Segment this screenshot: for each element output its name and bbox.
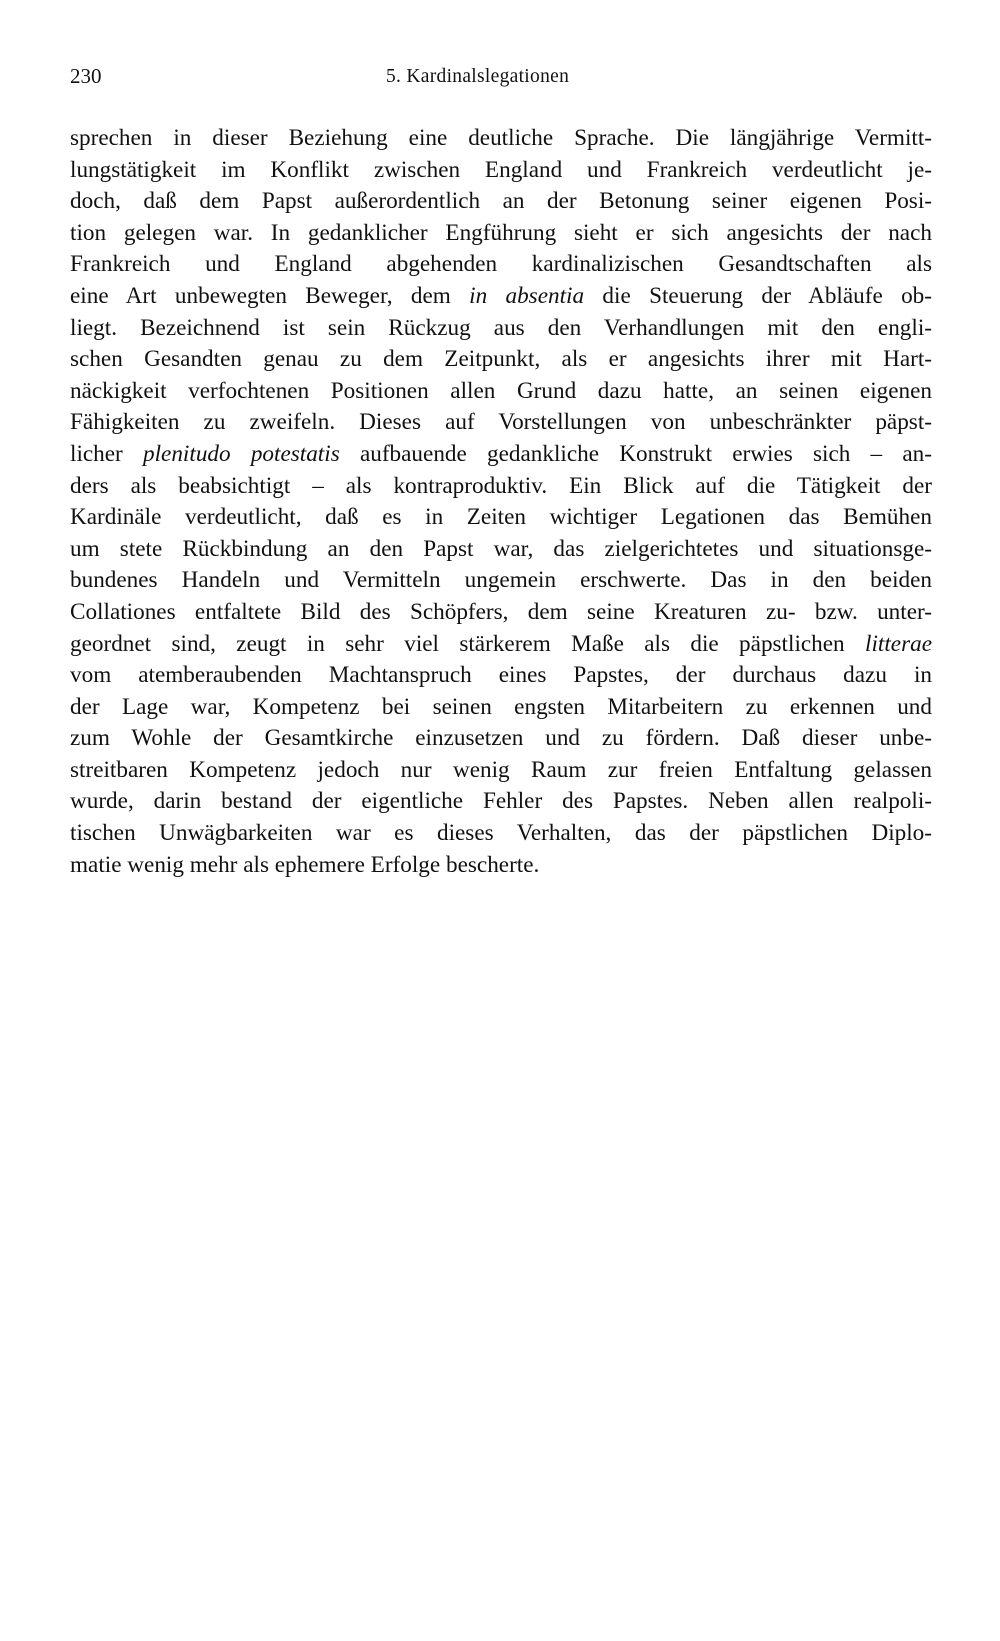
italic-term: in absentia	[469, 282, 585, 309]
text-line	[70, 344, 932, 376]
text-line	[70, 155, 932, 187]
text-run: aufbauende gedankliche Konstrukt erwies sich – an-	[339, 440, 932, 467]
text-run: Kardinäle verdeutlicht, daß es in Zeiten wichtiger Legationen das Bemühen	[70, 504, 932, 531]
text-run: matie wenig mehr als ephemere Erfolge bescherte.	[70, 851, 540, 878]
text-run: Collationes entfaltete Bild des Schöpfers, dem seine Kreaturen zu- bzw. unter-	[70, 598, 932, 625]
text-run: sprechen in dieser Beziehung eine deutliche Sprache. Die längjährige Vermitt-	[70, 125, 932, 151]
running-head	[70, 64, 930, 94]
text-run: tischen Unwägbarkeiten war es dieses Verhalten, das der päpstlichen Diplo-	[70, 820, 932, 847]
text-run: vom atemberaubenden Machtanspruch eines Papstes, der durchaus dazu in	[70, 662, 932, 689]
text-run: tion gelegen war. In gedanklicher Engführung sieht er sich angesichts der nach	[70, 219, 932, 246]
text-line	[70, 281, 932, 313]
page-number: 230	[70, 64, 102, 88]
text-run: licher	[70, 440, 144, 467]
text-line	[70, 723, 932, 755]
italic-term: plenitudo potestatis	[143, 440, 340, 467]
text-run: ders als beabsichtigt – als kontraproduktiv. Ein Blick auf die Tätigkeit der	[70, 472, 932, 499]
text-line	[70, 660, 932, 692]
text-line	[70, 818, 932, 850]
text-run: der Lage war, Kompetenz bei seinen engsten Mitarbeitern zu erkennen und	[70, 693, 932, 720]
text-line	[70, 850, 932, 882]
text-line	[70, 692, 932, 724]
text-run: liegt. Bezeichnend ist sein Rückzug aus den Verhandlungen mit den engli-	[70, 314, 932, 341]
text-line	[70, 565, 932, 597]
text-run: die Steuerung der Abläufe ob-	[584, 282, 932, 309]
text-line	[70, 755, 932, 787]
text-run: zum Wohle der Gesamtkirche einzusetzen und zu fördern. Daß dieser unbe-	[70, 725, 932, 752]
text-run: Fähigkeiten zu zweifeln. Dieses auf Vorstellungen von unbeschränkter päpst-	[70, 409, 932, 436]
body-paragraph	[70, 123, 932, 881]
text-run: Frankreich und England abgehenden kardinalizischen Gesandtschaften als	[70, 251, 932, 278]
text-run: näckigkeit verfochtenen Positionen allen Grund dazu hatte, an seinen eigenen	[70, 377, 932, 404]
text-line	[70, 439, 932, 471]
text-line	[70, 123, 932, 155]
text-line	[70, 313, 932, 345]
text-run: eine Art unbewegten Beweger, dem	[70, 282, 470, 309]
text-run: bundenes Handeln und Vermitteln ungemein erschwerte. Das in den beiden	[70, 567, 932, 594]
text-run: schen Gesandten genau zu dem Zeitpunkt, als er angesichts ihrer mit Hart-	[70, 346, 932, 373]
text-run: doch, daß dem Papst außerordentlich an der Betonung seiner eigenen Posi-	[70, 188, 932, 215]
text-line	[70, 629, 932, 661]
text-line	[70, 597, 932, 629]
text-run: um stete Rückbindung an den Papst war, das zielgerichtetes und situationsge-	[70, 535, 932, 562]
text-line	[70, 407, 932, 439]
text-line	[70, 786, 932, 818]
text-run: wurde, darin bestand der eigentliche Fehler des Papstes. Neben allen realpoli-	[70, 788, 932, 815]
text-line	[70, 534, 932, 566]
text-line	[70, 471, 932, 503]
text-line	[70, 218, 932, 250]
text-line	[70, 502, 932, 534]
text-line	[70, 376, 932, 408]
text-line	[70, 186, 932, 218]
text-line	[70, 249, 932, 281]
text-run: lungstätigkeit im Konflikt zwischen England und Frankreich verdeutlicht je-	[70, 156, 932, 183]
italic-term: litterae	[865, 630, 932, 657]
text-run: streitbaren Kompetenz jedoch nur wenig Raum zur freien Entfaltung gelassen	[70, 756, 932, 783]
chapter-title: 5. Kardinalslegationen	[386, 66, 570, 87]
text-run: geordnet sind, zeugt in sehr viel stärkerem Maße als die päpstlichen	[70, 630, 866, 657]
